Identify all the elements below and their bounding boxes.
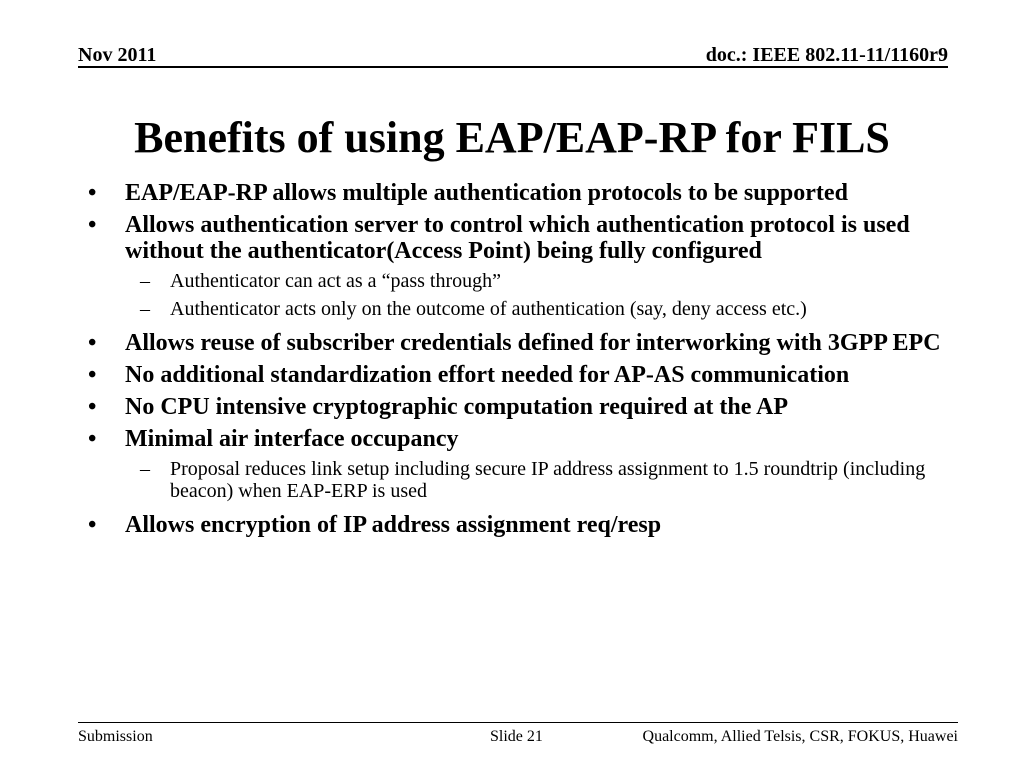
bullet-text: No additional standardization effort needed for AP-AS communication	[125, 362, 850, 388]
bullet-icon: •	[88, 180, 97, 206]
sub-bullet-item	[86, 270, 946, 292]
bullet-icon: •	[88, 426, 97, 452]
slide-title: Benefits of using EAP/EAP-RP for FILS	[134, 113, 890, 162]
bullet-text: Allows encryption of IP address assignment req/resp	[125, 512, 662, 538]
bullet-item	[86, 394, 946, 420]
sub-bullet-item	[86, 458, 946, 502]
dash-icon: –	[140, 270, 150, 292]
sub-bullet-text: Proposal reduces link setup including secure IP address assignment to 1.5 roundtrip (including beacon) when EAP-ERP is used	[170, 458, 926, 502]
bullet-icon: •	[88, 330, 97, 356]
sub-bullet-text: Authenticator acts only on the outcome of authentication (say, deny access etc.)	[170, 298, 807, 320]
bullet-text: Allows authentication server to control which authentication protocol is used without the authenticator(Access Point) being fully configured	[125, 212, 910, 264]
sub-bullet-list	[86, 458, 946, 502]
bullet-item	[86, 330, 946, 356]
bullet-text: EAP/EAP-RP allows multiple authentication protocols to be supported	[125, 180, 848, 206]
footer-slide-number: Slide 21	[490, 728, 543, 745]
bullet-icon: •	[88, 362, 97, 388]
bullet-icon: •	[88, 394, 97, 420]
dash-icon: –	[140, 458, 150, 480]
bullet-icon: •	[88, 212, 97, 238]
bullet-item	[86, 426, 946, 452]
bullet-item	[86, 180, 946, 206]
bullet-text: Allows reuse of subscriber credentials defined for interworking with 3GPP EPC	[125, 330, 941, 356]
bullet-item	[86, 212, 946, 264]
bullet-item	[86, 362, 946, 388]
bullet-item	[86, 512, 946, 538]
slide-body	[86, 180, 946, 544]
sub-bullet-item	[86, 298, 946, 320]
bullet-text: No CPU intensive cryptographic computation required at the AP	[125, 394, 789, 420]
header-doc-id: doc.: IEEE 802.11-11/1160r9	[705, 44, 948, 66]
bullet-text: Minimal air interface occupancy	[125, 426, 459, 452]
slide-header	[78, 44, 948, 68]
footer-submission: Submission	[78, 728, 153, 745]
sub-bullet-list	[86, 270, 946, 320]
slide-footer	[78, 722, 958, 745]
bullet-icon: •	[88, 512, 97, 538]
footer-authors: Qualcomm, Allied Telsis, CSR, FOKUS, Huawei	[642, 728, 958, 745]
header-date: Nov 2011	[78, 44, 157, 66]
dash-icon: –	[140, 298, 150, 320]
sub-bullet-text: Authenticator can act as a “pass through”	[170, 270, 501, 292]
